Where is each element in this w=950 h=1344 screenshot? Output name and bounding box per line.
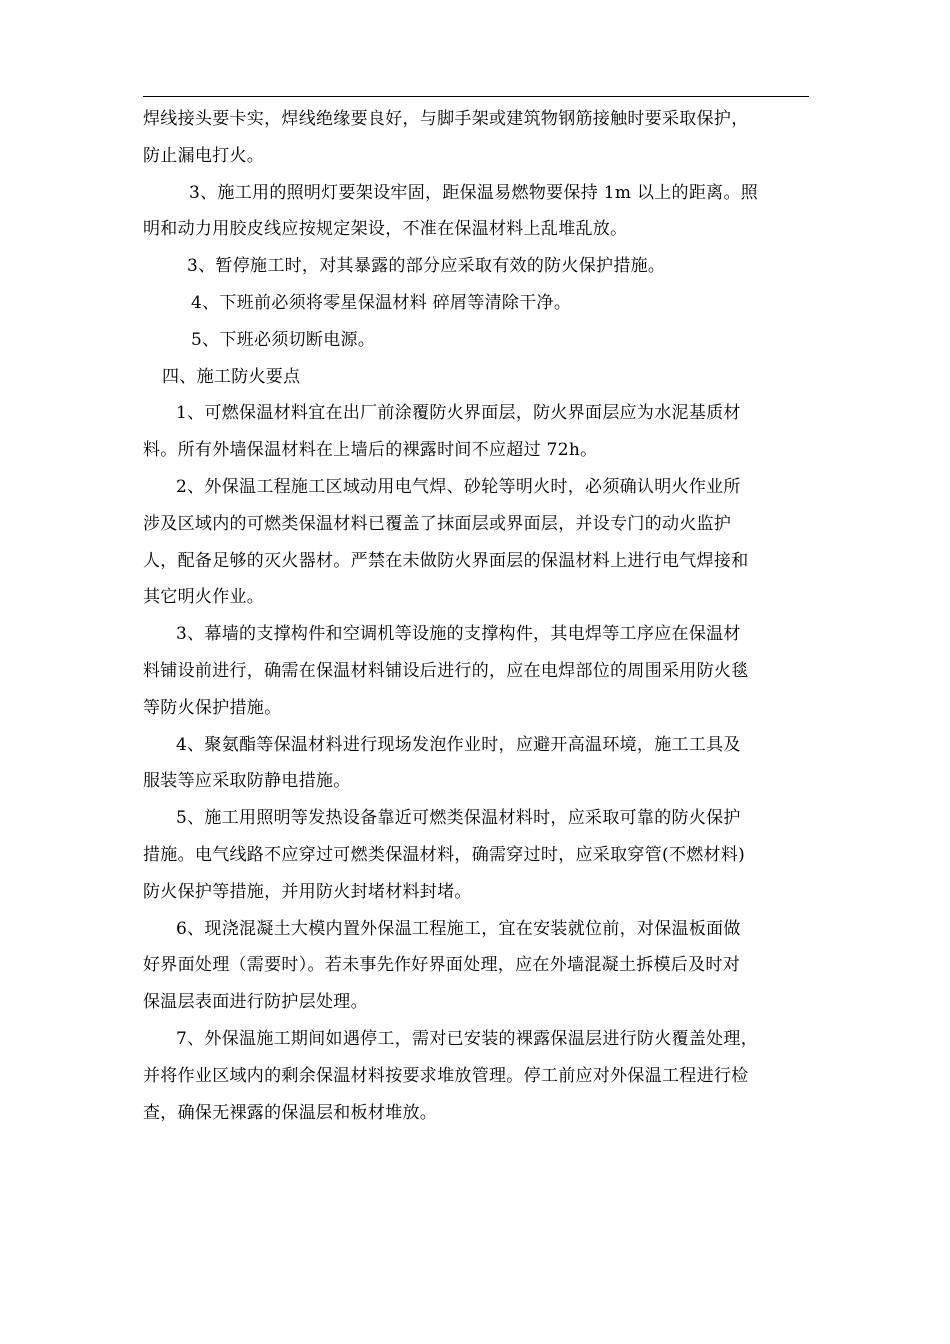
text-line: 服装等应采取防静电措施。 xyxy=(143,771,351,792)
text-line: 焊线接头要卡实，焊线绝缘要良好，与脚手架或建筑物钢筋接触时要采取保护， xyxy=(143,109,749,129)
text-line: 2、外保温工程施工区域动用电气焊、砂轮等明火时，必须确认明火作业所 xyxy=(176,476,741,497)
paragraph-point-1 xyxy=(143,395,809,469)
text-line: 并将作业区域内的剩余保温材料按要求堆放管理。停工前应对外保温工程进行检 xyxy=(143,1065,749,1086)
paragraph-item-3-pause xyxy=(143,248,809,285)
text-line: 好界面处理（需要时）。若未事先作好界面处理，应在外墙混凝土拆模后及时对 xyxy=(143,955,740,976)
section-heading-text: 四、施工防火要点 xyxy=(162,366,301,387)
text-line: 人，配备足够的灭火器材。严禁在未做防火界面层的保温材料上进行电气焊接和 xyxy=(143,550,749,571)
text-line: 7、外保温施工期间如遇停工，需对已安装的裸露保温层进行防火覆盖处理， xyxy=(176,1028,759,1049)
text-line: 措施。电气线路不应穿过可燃类保温材料，确需穿过时，应采取穿管(不燃材料) xyxy=(143,844,746,865)
text-line: 涉及区域内的可燃类保温材料已覆盖了抹面层或界面层，并设专门的动火监护 xyxy=(143,513,732,534)
text-line: 3、暂停施工时，对其暴露的部分应采取有效的防火保护措施。 xyxy=(187,256,666,277)
text-line: 其它明火作业。 xyxy=(143,587,265,608)
text-line: 料铺设前进行，确需在保温材料铺设后进行的，应在电焊部位的周围采用防火毯 xyxy=(143,660,749,681)
text-line: 4、下班前必须将零星保温材料 碎屑等清除干净。 xyxy=(191,292,572,313)
text-line: 查，确保无裸露的保温层和板材堆放。 xyxy=(143,1102,438,1123)
paragraph-point-5 xyxy=(143,800,809,910)
text-line: 5、下班必须切断电源。 xyxy=(191,329,376,350)
text-line: 3、施工用的照明灯要架设牢固，距保温易燃物要保持 1m 以上的距离。照 xyxy=(189,182,759,203)
header-rule xyxy=(143,96,809,97)
text-line: 1、可燃保温材料宜在出厂前涂覆防火界面层，防火界面层应为水泥基质材 xyxy=(176,403,741,424)
paragraph-continuation xyxy=(143,101,809,175)
paragraph-item-5-power xyxy=(143,322,809,359)
document-body xyxy=(143,101,809,1131)
paragraph-item-4-cleanup xyxy=(143,285,809,322)
text-line: 保温层表面进行防护层处理。 xyxy=(143,992,368,1013)
text-line: 5、施工用照明等发热设备靠近可燃类保温材料时，应采取可靠的防火保护 xyxy=(176,808,741,829)
text-line: 料。所有外墙保温材料在上墙后的裸露时间不应超过 72h。 xyxy=(143,440,598,461)
text-line: 4、聚氨酯等保温材料进行现场发泡作业时，应避开高温环境，施工工具及 xyxy=(176,734,741,755)
section-heading xyxy=(143,359,809,396)
paragraph-point-4 xyxy=(143,727,809,801)
text-line: 等防火保护措施。 xyxy=(143,697,282,718)
paragraph-point-2 xyxy=(143,469,809,616)
paragraph-point-7 xyxy=(143,1021,809,1131)
text-line: 6、现浇混凝土大模内置外保温工程施工，宜在安装就位前，对保温板面做 xyxy=(176,918,741,939)
paragraph-item-3-lighting xyxy=(143,175,809,249)
paragraph-point-3 xyxy=(143,616,809,726)
text-line: 明和动力用胶皮线应按规定架设，不准在保温材料上乱堆乱放。 xyxy=(143,219,628,240)
text-line: 防止漏电打火。 xyxy=(143,145,265,166)
text-line: 3、幕墙的支撑构件和空调机等设施的支撑构件，其电焊等工序应在保温材 xyxy=(176,624,741,645)
text-line: 防火保护等措施，并用防火封堵材料封堵。 xyxy=(143,881,472,902)
paragraph-point-6 xyxy=(143,911,809,1021)
